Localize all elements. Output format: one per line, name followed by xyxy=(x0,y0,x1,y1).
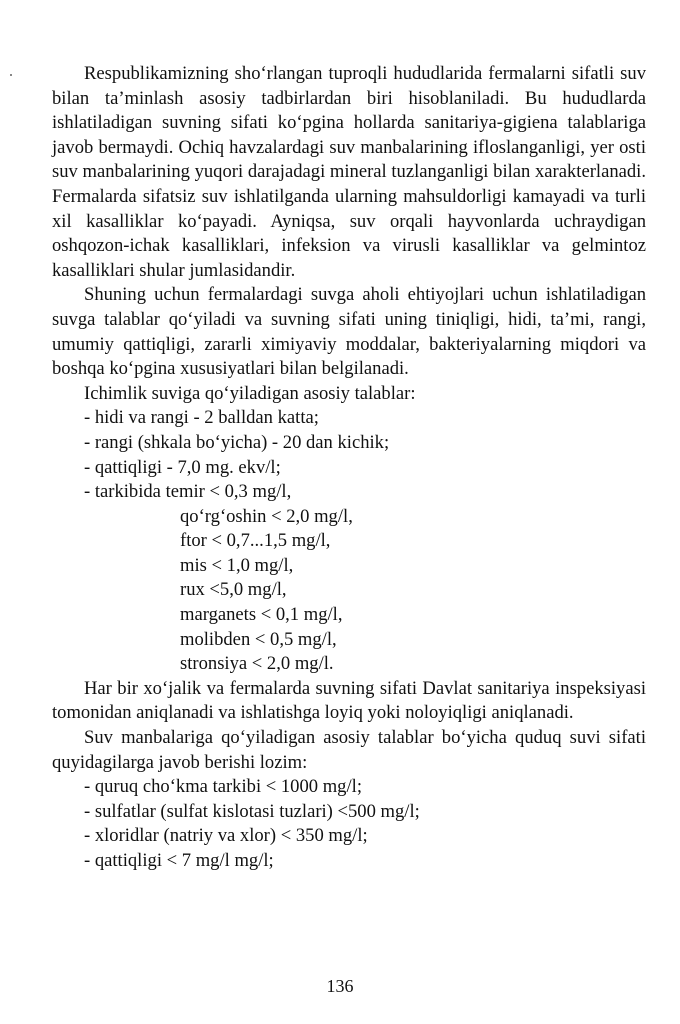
page-body xyxy=(52,62,646,874)
list-item: - qattiqligi - 7,0 mg. ekv/l; xyxy=(84,456,281,478)
list-item: - quruq cho‘kma tarkibi < 1000 mg/l; xyxy=(84,776,362,798)
well-requirements-heading: Suv manbalariga qo‘yiladigan asosiy talablar bo‘yicha quduq suvi sifati quyidagilarga javob berishi lozim: xyxy=(52,727,646,773)
drinking-requirements-list xyxy=(52,406,646,677)
paragraph-water-quality-requirements: Shuning uchun fermalardagi suvga aholi ehtiyojlari uchun ishlatiladigan suvga talablar qo‘yiladi va suvning sifati uning tiniqligi, hidi, ta’mi, rangi, umumiy qattiqligi, zararli ximiyaviy moddalar, bakteriyalarning miqdori va boshqa ko‘pgina xususiyatlari bilan belgilanadi. xyxy=(52,284,646,380)
well-requirements-list xyxy=(52,775,646,873)
metal-limit-item: ftor < 0,7...1,5 mg/l, xyxy=(180,530,331,552)
scan-speck xyxy=(10,74,12,76)
list-item: - sulfatlar (sulfat kislotasi tuzlari) <500 mg/l; xyxy=(84,800,420,822)
list-item: - qattiqligi < 7 mg/l mg/l; xyxy=(84,850,274,871)
paragraph-farm-water-supply: Respublikamizning sho‘rlangan tuproqli hududlarida fermalarni sifatli suv bilan ta’minlash asosiy tadbirlardan biri hisoblaniladi. Bu hududlarda ishlatiladigan suvning sifati ko‘pgina hollarda sanitariya-gigiena talablariga javob bermaydi. Ochiq havzalardagi suv manbalarining ifloslanganligi, yer osti suv manbalarining yuqori darajadagi mineral tuzlanganligi bilan xarakterlanadi. Fermalarda sifatsiz suv ishlatilganda ularning mahsuldorligi kamayadi va turli xil kasalliklar ko‘payadi. Ayniqsa, suv orqali hayvonlarda uchraydigan oshqozon-ichak kasalliklari, infeksion va virusli kasalliklar va gelmintoz kasalliklari shular jumlasidandir. xyxy=(52,63,646,281)
drinking-requirements-heading: Ichimlik suviga qo‘yiladigan asosiy talablar: xyxy=(84,382,416,404)
paragraph-sanitary-inspection: Har bir xo‘jalik va fermalarda suvning sifati Davlat sanitariya inspeksiyasi tomonidan aniqlanadi va ishlatishga loyiq yoki noloyiqligi aniqlanadi. xyxy=(52,677,646,724)
metal-limit-item: mis < 1,0 mg/l, xyxy=(180,554,294,576)
list-item: - hidi va rangi - 2 balldan katta; xyxy=(84,407,319,429)
metal-limit-item: stronsiya < 2,0 mg/l. xyxy=(180,653,334,675)
metal-limit-item: marganets < 0,1 mg/l, xyxy=(180,604,343,626)
page-number: 136 xyxy=(326,976,354,996)
list-item: - tarkibida temir < 0,3 mg/l, xyxy=(84,481,292,503)
metal-limit-item: rux <5,0 mg/l, xyxy=(180,579,287,601)
list-item: - xloridlar (natriy va xlor) < 350 mg/l; xyxy=(84,825,368,847)
metal-limit-item: qo‘rg‘oshin < 2,0 mg/l, xyxy=(180,505,353,527)
list-item: - rangi (shkala bo‘yicha) - 20 dan kichik; xyxy=(84,431,390,453)
metal-limit-item: molibden < 0,5 mg/l, xyxy=(180,628,337,650)
